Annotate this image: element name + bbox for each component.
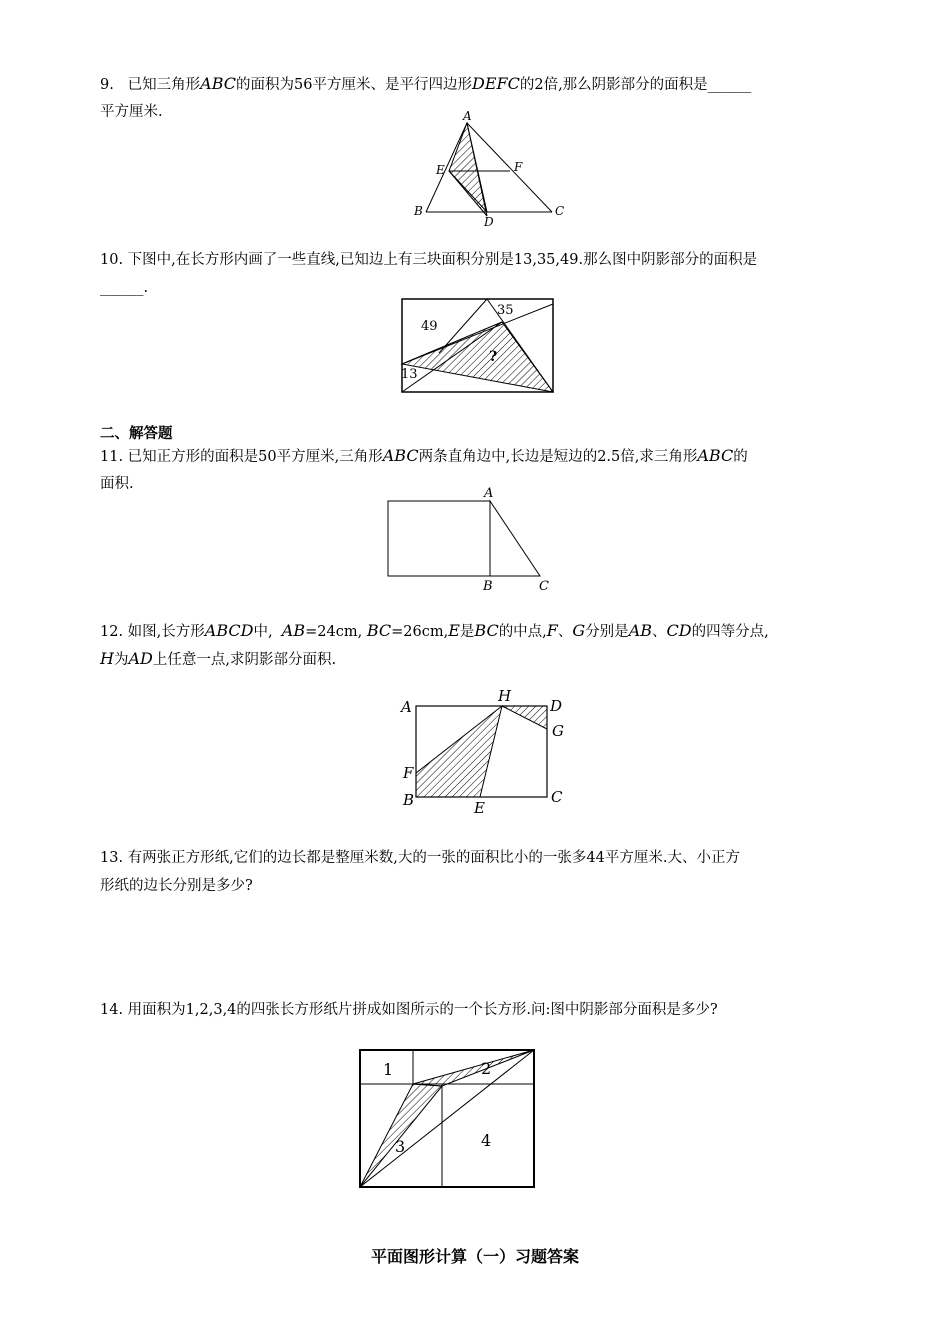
var-ad: AD xyxy=(128,649,153,668)
var-defc: DEFC xyxy=(471,74,520,93)
q12-text: 分别是 xyxy=(585,624,629,640)
label-1: 1 xyxy=(383,1060,394,1079)
label-d: D xyxy=(550,697,563,715)
var-abc: ABC xyxy=(200,74,237,93)
var-cd: CD xyxy=(666,621,692,640)
q9-text: 的2倍,那么阴影部分的面积是 xyxy=(519,77,708,93)
shaded-region xyxy=(449,123,487,216)
question-11-line-1 xyxy=(100,446,748,467)
var-e: E xyxy=(448,621,460,640)
label-c: C xyxy=(551,788,563,806)
label-h: H xyxy=(498,687,512,705)
question-9-line-1 xyxy=(100,74,751,95)
figure-q10-rectangle xyxy=(395,292,560,397)
question-11-line-2: 面积. xyxy=(100,476,134,492)
label-d: D xyxy=(484,215,494,229)
label-e: E xyxy=(474,799,485,817)
q12-text: 是 xyxy=(459,624,475,640)
var-f: F xyxy=(546,621,558,640)
q12-text: 、 xyxy=(557,624,573,640)
label-c: C xyxy=(555,204,565,218)
q12-text: 为 xyxy=(113,652,129,668)
question-12-line-2 xyxy=(100,649,336,670)
label-g: G xyxy=(552,722,564,740)
q12-text: 12. 如图,长方形 xyxy=(100,624,205,640)
label-f: F xyxy=(514,160,523,174)
label-e: E xyxy=(436,163,445,177)
var-bc: BC xyxy=(366,621,392,640)
question-12-line-1 xyxy=(100,621,769,642)
label-b: B xyxy=(403,791,415,809)
q12-text: 的四等分点, xyxy=(691,624,769,640)
figure-q12-rectangle xyxy=(395,684,575,818)
shaded-region-upper xyxy=(413,1050,534,1086)
section-title: 二、解答题 xyxy=(100,426,173,442)
label-c: C xyxy=(539,579,549,594)
figure-q11-square-triangle xyxy=(380,484,560,594)
label-49: 49 xyxy=(421,319,438,334)
shaded-region-right xyxy=(502,706,547,729)
question-10-line-1: 10. 下图中,在长方形内画了一些直线,已知边上有三块面积分别是13,35,49.那么图中阴影部分的面积是 xyxy=(100,252,758,268)
label-b: B xyxy=(414,204,423,218)
label-b: B xyxy=(483,579,493,594)
q9-text: 的面积为56平方厘米、是平行四边形 xyxy=(236,77,472,93)
question-10-line-2: ______. xyxy=(100,280,149,296)
label-a: A xyxy=(484,486,494,501)
label-3: 3 xyxy=(395,1137,406,1156)
answer-blank: ______ xyxy=(707,77,752,93)
triangle-abc xyxy=(490,501,540,576)
label-13: 13 xyxy=(401,367,418,382)
question-number: 9. xyxy=(100,77,114,93)
label-35: 35 xyxy=(497,303,514,318)
question-13-line-2: 形纸的边长分别是多少? xyxy=(100,878,253,894)
q11-text: 11. 已知正方形的面积是50平方厘米,三角形 xyxy=(100,449,383,465)
label-4: 4 xyxy=(481,1131,492,1150)
answers-heading: 平面图形计算（一）习题答案 xyxy=(370,1247,579,1266)
label-a: A xyxy=(463,109,472,123)
var-ab: AB xyxy=(628,621,652,640)
question-14-line-1: 14. 用面积为1,2,3,4的四张长方形纸片拼成如图所示的一个长方形.问:图中阴影部分面积是多少? xyxy=(100,1002,718,1018)
var-h: H xyxy=(100,649,114,668)
q9-text: 已知三角形 xyxy=(127,77,201,93)
label-f: F xyxy=(403,764,414,782)
var-abcd: ABCD xyxy=(204,621,254,640)
q11-text: 的 xyxy=(733,449,748,465)
q12-text: 、 xyxy=(652,624,667,640)
var-ab: AB xyxy=(281,621,306,640)
figure-q14-rectangles xyxy=(350,1042,545,1192)
figure-q9-triangle xyxy=(410,108,570,230)
shaded-region-left xyxy=(416,706,502,797)
square xyxy=(388,501,490,576)
label-question-mark: ? xyxy=(489,349,498,365)
var-abc: ABC xyxy=(697,446,734,465)
shaded-region-lower xyxy=(360,1084,442,1187)
question-9-line-2: 平方厘米. xyxy=(100,104,163,120)
var-bc: BC xyxy=(474,621,499,640)
q12-text: =26cm, xyxy=(391,624,449,640)
var-g: G xyxy=(572,621,586,640)
q12-text: 中, xyxy=(253,624,273,640)
label-a: A xyxy=(401,698,412,716)
q12-text: 的中点, xyxy=(498,624,547,640)
q11-text: 两条直角边中,长边是短边的2.5倍,求三角形 xyxy=(418,449,698,465)
label-2: 2 xyxy=(481,1059,492,1078)
var-abc: ABC xyxy=(382,446,419,465)
q12-text: =24cm, xyxy=(305,624,363,640)
question-13-line-1: 13. 有两张正方形纸,它们的边长都是整厘米数,大的一张的面积比小的一张多44平方厘米.大、小正方 xyxy=(100,850,740,866)
q12-text: 上任意一点,求阴影部分面积. xyxy=(152,652,337,668)
